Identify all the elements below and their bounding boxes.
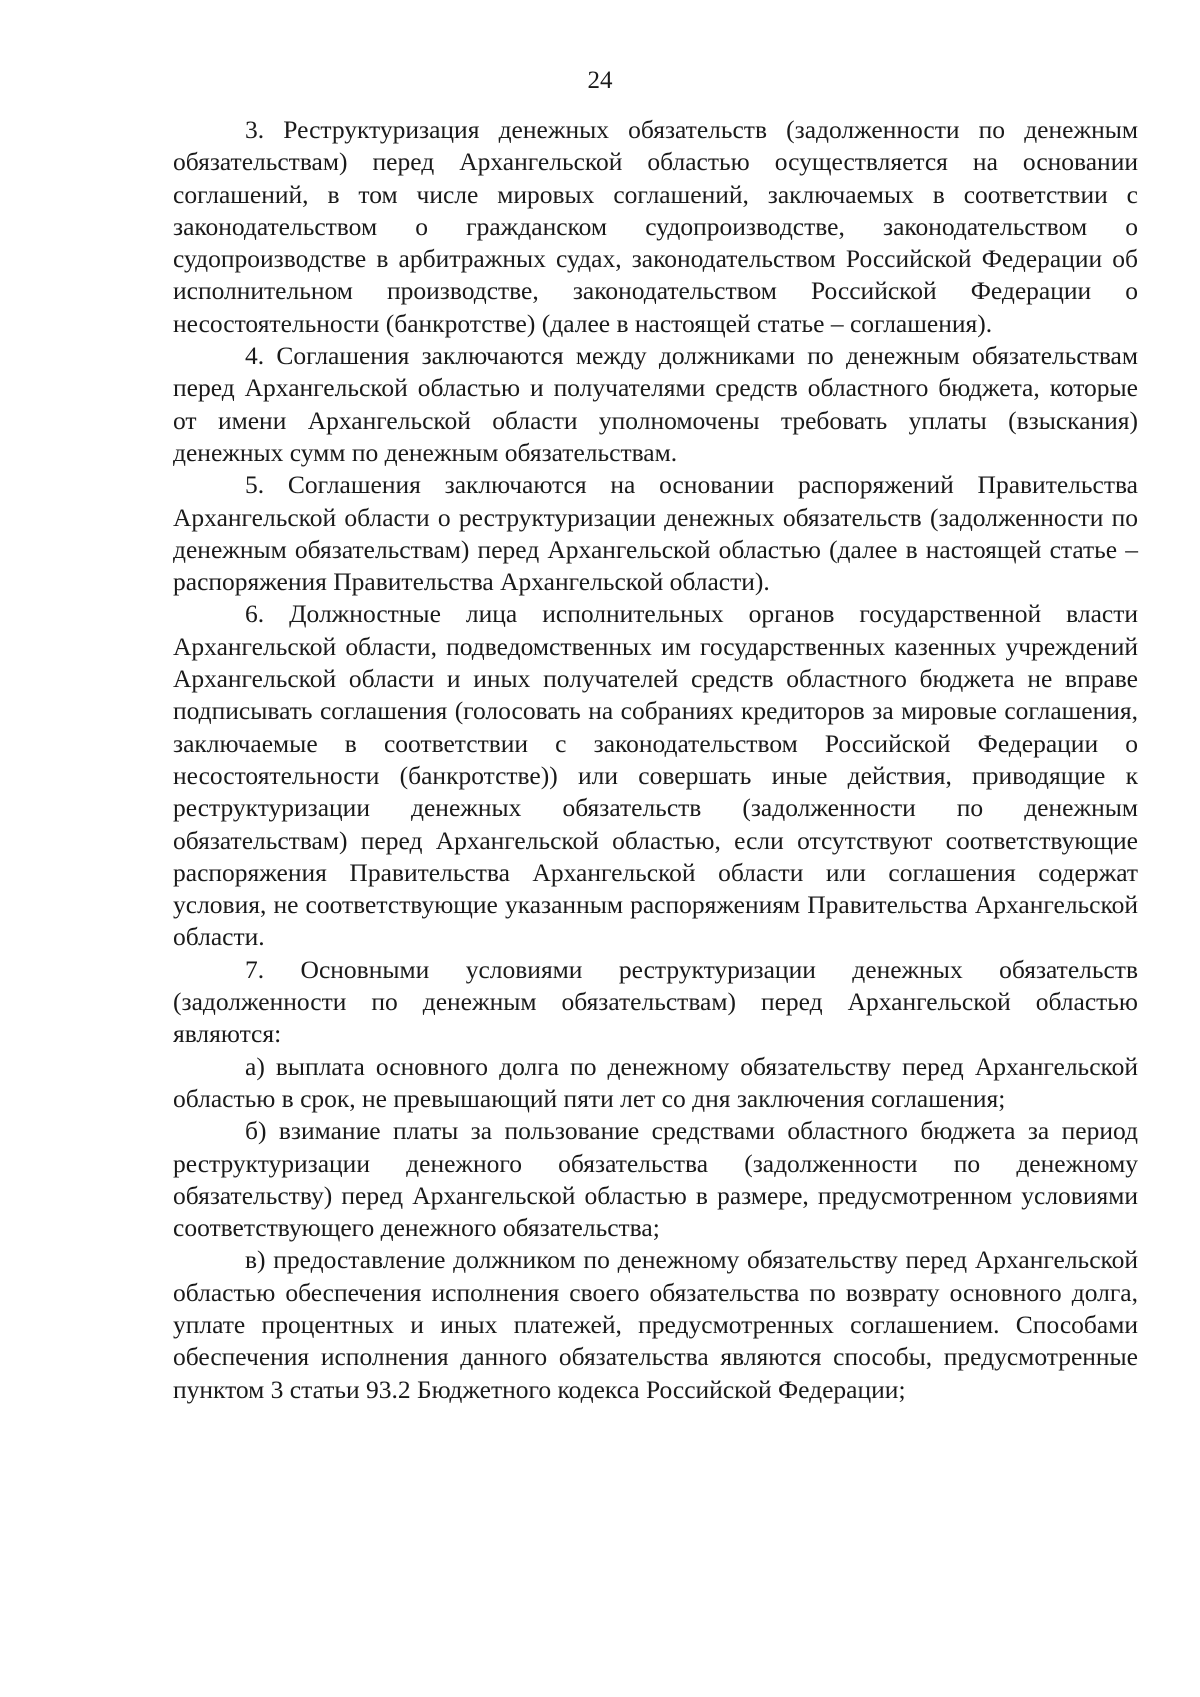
subparagraph-v: в) предоставление должником по денежному обязательству перед Архангельской областью обеспечения исполнения своего обязательства по возврату основного долга, уплате процентных и иных платежей, предусмотренных соглашением. Способами обеспечения исполнения данного обязательства являются способы, предусмотренные пунктом 3 статьи 93.2 Бюджетного кодекса Российской Федерации; [173, 1245, 1138, 1404]
paragraph-5: 5. Соглашения заключаются на основании распоряжений Правительства Архангельской области о реструктуризации денежных обязательств (задолженности по денежным обязательствам) перед Архангельской областью (далее в настоящей статье – распоряжения Правительства Архангельской области). [173, 470, 1138, 597]
paragraph-3: 3. Реструктуризация денежных обязательств (задолженности по денежным обязательствам) перед Архангельской областью осуществляется на основании соглашений, в том числе мировых соглашений, заключаемых в соответствии с законодательством о гражданском судопроизводстве, законодательством о судопроизводстве в арбитражных судах, законодательством Российской Федерации об исполнительном производстве, законодательством Российской Федерации о несостоятельности (банкротстве) (далее в настоящей статье – соглашения). [173, 115, 1138, 338]
subparagraph-b: б) взимание платы за пользование средствами областного бюджета за период реструктуризации денежного обязательства (задолженности по денежному обязательству) перед Архангельской областью в размере, предусмотренном условиями соответствующего денежного обязательства; [173, 1116, 1138, 1243]
page-number: 24 [587, 67, 613, 94]
paragraph-4: 4. Соглашения заключаются между должниками по денежным обязательствам перед Архангельской областью и получателями средств областного бюджета, которые от имени Архангельской области уполномочены требовать уплаты (взыскания) денежных сумм по денежным обязательствам. [173, 341, 1138, 467]
paragraph-7: 7. Основными условиями реструктуризации денежных обязательств (задолженности по денежным обязательствам) перед Архангельской областью являются: [173, 954, 1138, 1049]
paragraph-6: 6. Должностные лица исполнительных органов государственной власти Архангельской области, подведомственных им государственных казенных учреждений Архангельской области и иных получателей средств областного бюджета не вправе подписывать соглашения (голосовать на собраниях кредиторов за мировые соглашения, заключаемые в соответствии с законодательством Российской Федерации о несостоятельности (банкротстве)) или совершать иные действия, приводящие к реструктуризации денежных обязательств (задолженности по денежным обязательствам) перед Архангельской областью, если отсутствуют соответствующие распоряжения Правительства Архангельской области или соглашения содержат условия, не соответствующие указанным распоряжениям Правительства Архангельской области. [173, 599, 1138, 952]
subparagraph-a: а) выплата основного долга по денежному обязательству перед Архангельской областью в срок, не превышающий пяти лет со дня заключения соглашения; [173, 1051, 1138, 1113]
document-body [173, 114, 1138, 1406]
